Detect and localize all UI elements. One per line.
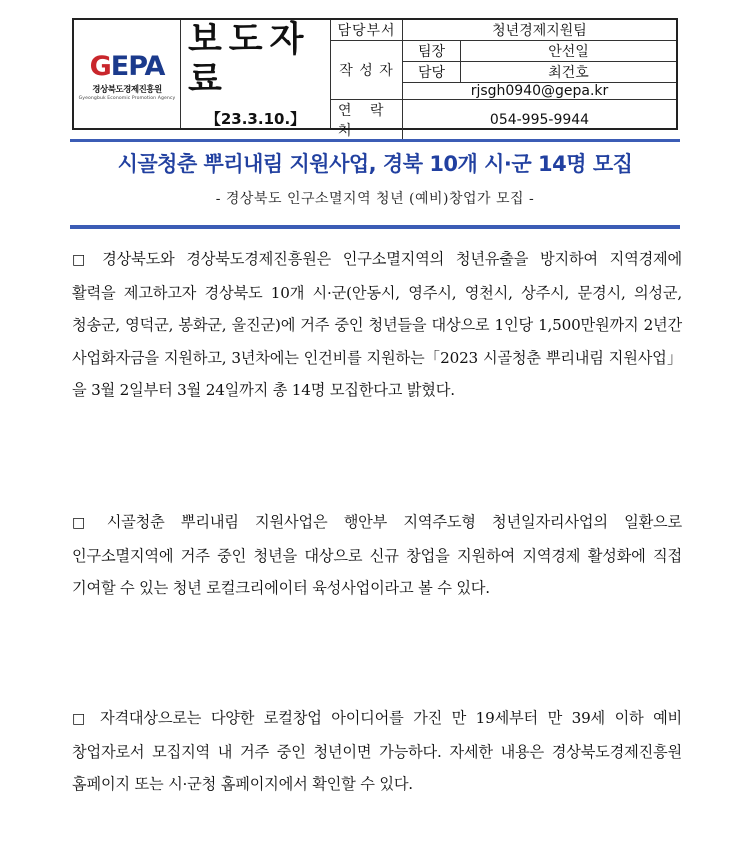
bottom-divider [70, 225, 680, 229]
checkbox-bullet-icon: □ [72, 711, 90, 727]
charge-label: 담당 [403, 62, 461, 83]
subheadline: - 경상북도 인구소멸지역 청년 (예비)창업가 모집 - [215, 191, 535, 207]
dept-value: 청년경제지원팀 [403, 20, 676, 41]
team-lead-name: 안선일 [461, 41, 676, 62]
paragraph-text: 경상북도와 경상북도경제진흥원은 인구소멸지역의 청년유출을 방지하여 지역경제에 활력을 제고하고자 경상북도 10개 시·군(안동시, 영주시, 영천시, 상주시, 문경시, 의성군, 청송군, 영덕군, 봉화군, 울진군)에 거주 중인 청년들을 대상으로 1인당 1,500만원까지 2년간 사업화자금을 지원하고, 3년차에는 인건비를 지원하는「2023 시골청춘 뿌리내림 지원사업」을 3월 2일부터 3월 24일까지 총 14명 모집한다고 밝혔다. [72, 250, 682, 399]
paragraph-text: 자격대상으로는 다양한 로컬창업 아이디어를 가진 만 19세부터 만 39세 이하 예비 창업자로서 모집지역 내 거주 중인 청년이면 가능하다. 자세한 내용은 경상북도경제진흥원 홈페이지 또는 시·군청 홈페이지에서 확인할 수 있다. [72, 709, 683, 793]
dept-label: 담당부서 [331, 20, 403, 41]
paragraph [72, 243, 682, 407]
logo-korean-name: 경상북도경제진흥원 [92, 85, 162, 95]
email-address: rjsgh0940@gepa.kr [403, 83, 676, 100]
press-release-header [72, 18, 678, 139]
checkbox-bullet-icon: □ [72, 515, 97, 531]
contact-info-table [331, 20, 676, 139]
phone-number: 054-995-9944 [489, 112, 590, 128]
author-label: 작 성 자 [331, 41, 403, 100]
charge-name: 최건호 [461, 62, 676, 83]
logo-wordmark [90, 53, 165, 80]
contact-label [331, 100, 403, 140]
release-date: 【23.3.10.】 [205, 109, 306, 128]
paragraph [72, 506, 682, 605]
press-release-title: 보도자료 [188, 19, 311, 100]
team-lead-label: 팀장 [403, 41, 461, 62]
gepa-logo [74, 20, 181, 128]
headline: 시골청춘 뿌리내림 지원사업, 경북 10개 시·군 14명 모집 [117, 152, 633, 176]
logo-letters-epa: EPA [110, 51, 165, 82]
title-cell [181, 20, 331, 128]
logo-english-name: Gyeongbuk Economic Promotion Agency [78, 96, 176, 101]
checkbox-bullet-icon: □ [72, 252, 93, 268]
contact-label-text: 연 락 처 [338, 103, 391, 139]
logo-letter-g: G [89, 51, 111, 82]
paragraph-text: 시골청춘 뿌리내림 지원사업은 행안부 지역주도형 청년일자리사업의 일환으로 인구소멸지역에 거주 중인 청년을 대상으로 신규 창업을 지원하여 지역경제 활성화에 직접 기여할 수 있는 청년 로컬크리에이터 육성사업이라고 볼 수 있다. [72, 513, 682, 597]
top-divider [70, 139, 680, 142]
paragraph [72, 702, 682, 801]
